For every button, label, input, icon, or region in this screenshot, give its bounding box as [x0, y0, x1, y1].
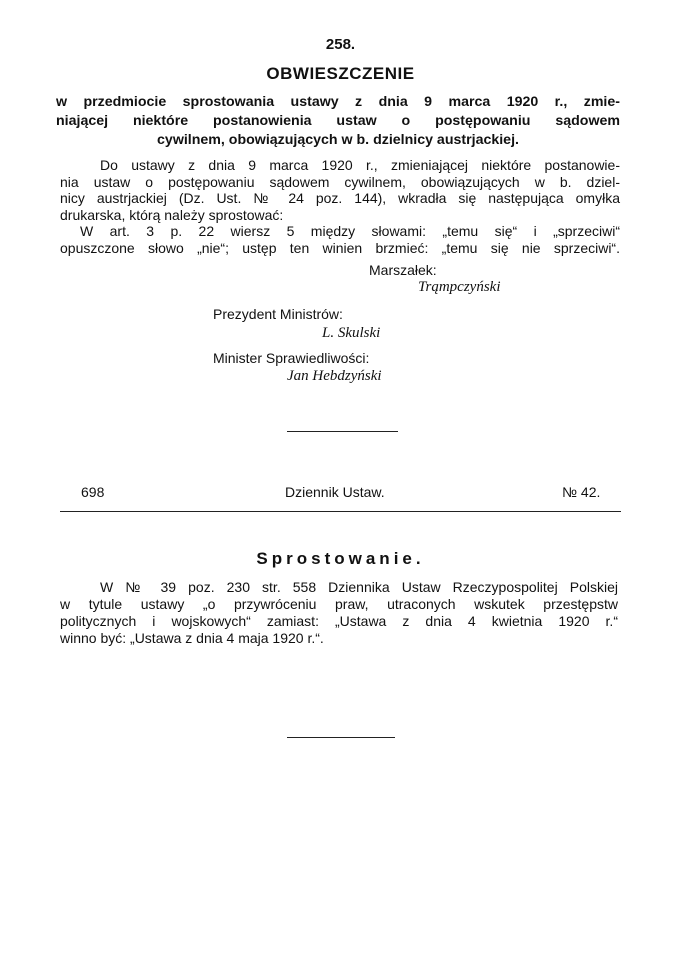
announcement-body [60, 157, 620, 257]
body-line: nicy austrjackiej (Dz. Ust. № 24 poz. 144), wkradła się następująca omyłka [60, 190, 620, 207]
section-divider [287, 431, 398, 432]
body-line: Do ustawy z dnia 9 marca 1920 r., zmieniającej niektóre postanowie- [100, 157, 620, 173]
correction-line: W № 39 poz. 230 str. 558 Dziennika Ustaw Rzeczypospolitej Polskiej [100, 579, 618, 595]
subtitle-line: cywilnem, obowiązujących w b. dzielnicy austrjackiej. [157, 132, 519, 148]
page-number: 258. [325, 36, 356, 53]
footer-journal-title: Dziennik Ustaw. [285, 484, 385, 500]
document-title: OBWIESZCZENIE [266, 64, 415, 83]
subtitle-line: w przedmiocie sprostowania ustawy z dnia 9 marca 1920 r., zmie- [56, 94, 620, 110]
marszalek-signature: Trąmpczyński [418, 279, 501, 295]
body-line: drukarska, którą należy sprostować: [60, 206, 284, 223]
correction-line: winno być: „Ustawa z dnia 4 maja 1920 r.“. [60, 630, 324, 646]
marszalek-label: Marszałek: [369, 262, 437, 278]
prezydent-label: Prezydent Ministrów: [213, 306, 343, 322]
body-line: nia ustaw o postępowaniu sądowem cywilnem, obowiązujących w b. dziel- [60, 173, 620, 190]
end-divider [287, 737, 395, 738]
body-line: W art. 3 p. 22 wiersz 5 między słowami: „temu się“ i „sprzeciwi“ [80, 223, 620, 240]
correction-line: politycznych i wojskowych“ zamiast: „Ustawa z dnia 4 kwietnia 1920 r.“ [60, 613, 618, 629]
minister-signature: Jan Hebdzyński [287, 368, 382, 384]
correction-body [60, 579, 618, 647]
footer-issue-number: № 42. [562, 484, 601, 500]
body-line: opuszczone słowo „nie“; ustęp ten winien brzmieć: „temu się nie sprzeciwi“. [60, 239, 620, 256]
subtitle-line: niającej niektóre postanowienia ustaw o postępowaniu sądowem [56, 113, 620, 129]
correction-line: w tytule ustawy „o przywróceniu praw, utraconych wskutek przestępstw [60, 596, 618, 612]
document-subtitle [56, 93, 620, 150]
prezydent-signature: L. Skulski [322, 325, 381, 341]
footer-page-number: 698 [81, 484, 105, 500]
minister-label: Minister Sprawiedliwości: [213, 350, 370, 366]
footer-rule [60, 511, 621, 512]
correction-title: Sprostowanie. [256, 549, 425, 568]
